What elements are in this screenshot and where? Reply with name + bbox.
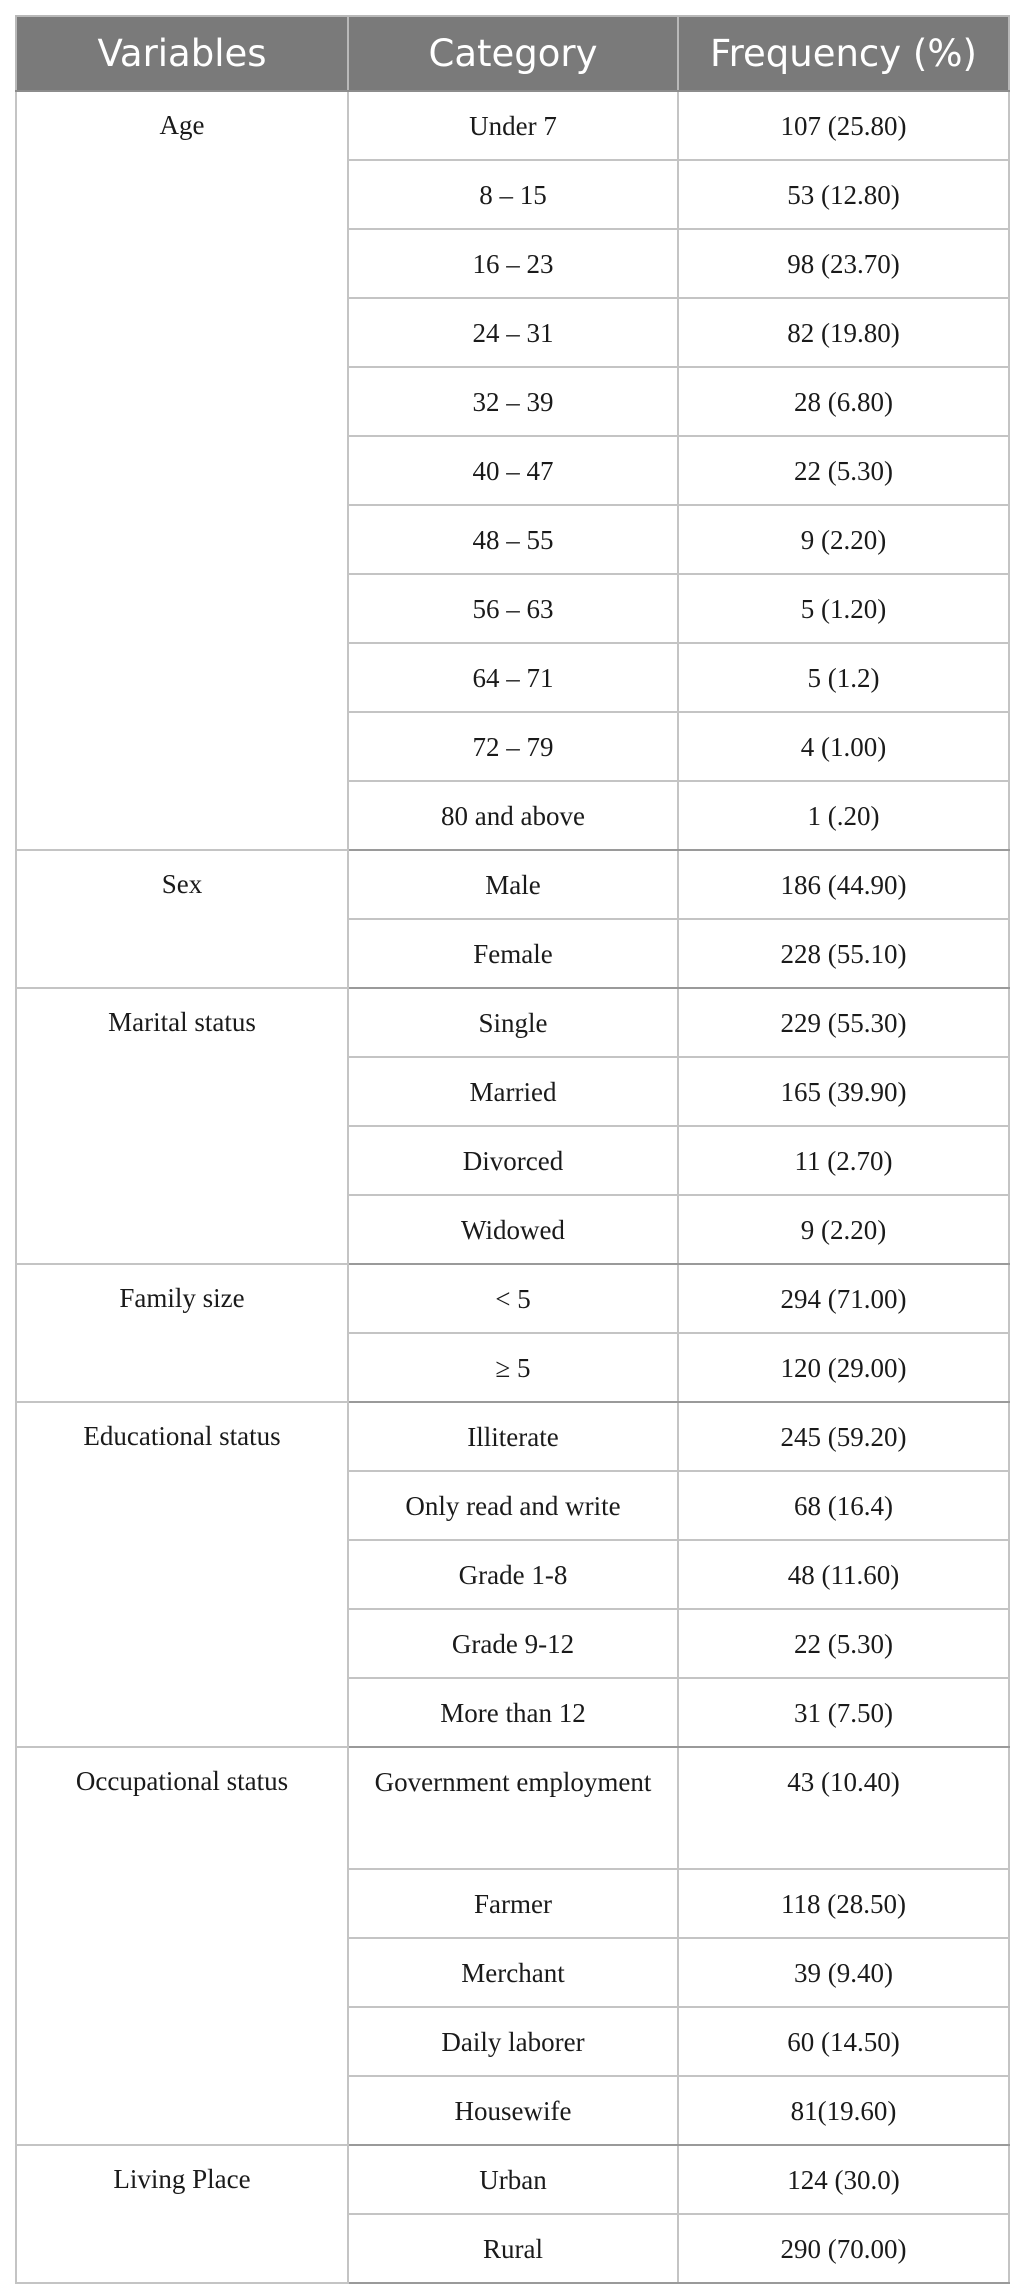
variable-cell-educational-status: Educational status (16, 1402, 348, 1747)
category-cell: Single (348, 988, 678, 1057)
category-cell: 24 – 31 (348, 298, 678, 367)
frequency-cell: 5 (1.2) (678, 643, 1009, 712)
category-cell: Merchant (348, 1938, 678, 2007)
variable-cell-living-place: Living Place (16, 2145, 348, 2283)
frequency-cell: 290 (70.00) (678, 2214, 1009, 2283)
category-cell: Rural (348, 2214, 678, 2283)
frequency-cell: 53 (12.80) (678, 160, 1009, 229)
header-frequency: Frequency (%) (678, 16, 1009, 91)
frequency-cell: 228 (55.10) (678, 919, 1009, 988)
category-cell: 48 – 55 (348, 505, 678, 574)
category-cell: More than 12 (348, 1678, 678, 1747)
category-cell: ≥ 5 (348, 1333, 678, 1402)
frequency-cell: 68 (16.4) (678, 1471, 1009, 1540)
frequency-cell: 60 (14.50) (678, 2007, 1009, 2076)
category-cell: 56 – 63 (348, 574, 678, 643)
category-cell: Illiterate (348, 1402, 678, 1471)
category-cell: Under 7 (348, 91, 678, 160)
table-row (16, 850, 1009, 919)
category-cell: 72 – 79 (348, 712, 678, 781)
frequency-cell: 22 (5.30) (678, 436, 1009, 505)
category-cell: Female (348, 919, 678, 988)
category-cell: 32 – 39 (348, 367, 678, 436)
header-row (16, 16, 1009, 91)
category-cell: Divorced (348, 1126, 678, 1195)
table-row (16, 1747, 1009, 1869)
category-cell: 80 and above (348, 781, 678, 850)
category-cell: Widowed (348, 1195, 678, 1264)
category-cell: Government employment (348, 1747, 678, 1869)
variable-cell-age: Age (16, 91, 348, 850)
table-row (16, 1264, 1009, 1333)
frequency-table (15, 15, 1010, 2284)
table-row (16, 988, 1009, 1057)
frequency-cell: 294 (71.00) (678, 1264, 1009, 1333)
header-category: Category (348, 16, 678, 91)
category-cell: Male (348, 850, 678, 919)
category-cell: 40 – 47 (348, 436, 678, 505)
category-cell: 8 – 15 (348, 160, 678, 229)
category-cell: Farmer (348, 1869, 678, 1938)
category-cell: < 5 (348, 1264, 678, 1333)
category-cell: 64 – 71 (348, 643, 678, 712)
variable-cell-marital-status: Marital status (16, 988, 348, 1264)
frequency-cell: 43 (10.40) (678, 1747, 1009, 1869)
category-cell: Married (348, 1057, 678, 1126)
frequency-cell: 81(19.60) (678, 2076, 1009, 2145)
category-cell: 16 – 23 (348, 229, 678, 298)
category-cell: Grade 9-12 (348, 1609, 678, 1678)
category-cell: Housewife (348, 2076, 678, 2145)
frequency-cell: 124 (30.0) (678, 2145, 1009, 2214)
table-container (15, 15, 1008, 2284)
variable-cell-sex: Sex (16, 850, 348, 988)
frequency-cell: 9 (2.20) (678, 505, 1009, 574)
frequency-cell: 165 (39.90) (678, 1057, 1009, 1126)
table-row (16, 1402, 1009, 1471)
category-cell: Urban (348, 2145, 678, 2214)
table-row (16, 2145, 1009, 2214)
category-cell: Grade 1-8 (348, 1540, 678, 1609)
frequency-cell: 82 (19.80) (678, 298, 1009, 367)
frequency-cell: 98 (23.70) (678, 229, 1009, 298)
table-header (16, 16, 1009, 91)
frequency-cell: 9 (2.20) (678, 1195, 1009, 1264)
frequency-cell: 48 (11.60) (678, 1540, 1009, 1609)
frequency-cell: 5 (1.20) (678, 574, 1009, 643)
frequency-cell: 245 (59.20) (678, 1402, 1009, 1471)
header-variables: Variables (16, 16, 348, 91)
frequency-cell: 186 (44.90) (678, 850, 1009, 919)
variable-cell-family-size: Family size (16, 1264, 348, 1402)
frequency-cell: 39 (9.40) (678, 1938, 1009, 2007)
frequency-cell: 31 (7.50) (678, 1678, 1009, 1747)
frequency-cell: 118 (28.50) (678, 1869, 1009, 1938)
category-cell: Daily laborer (348, 2007, 678, 2076)
frequency-cell: 229 (55.30) (678, 988, 1009, 1057)
frequency-cell: 28 (6.80) (678, 367, 1009, 436)
category-cell: Only read and write (348, 1471, 678, 1540)
frequency-cell: 4 (1.00) (678, 712, 1009, 781)
variable-cell-occupational-status: Occupational status (16, 1747, 348, 2145)
frequency-cell: 120 (29.00) (678, 1333, 1009, 1402)
frequency-cell: 22 (5.30) (678, 1609, 1009, 1678)
frequency-cell: 11 (2.70) (678, 1126, 1009, 1195)
table-body (16, 91, 1009, 2283)
frequency-cell: 1 (.20) (678, 781, 1009, 850)
table-row (16, 91, 1009, 160)
frequency-cell: 107 (25.80) (678, 91, 1009, 160)
